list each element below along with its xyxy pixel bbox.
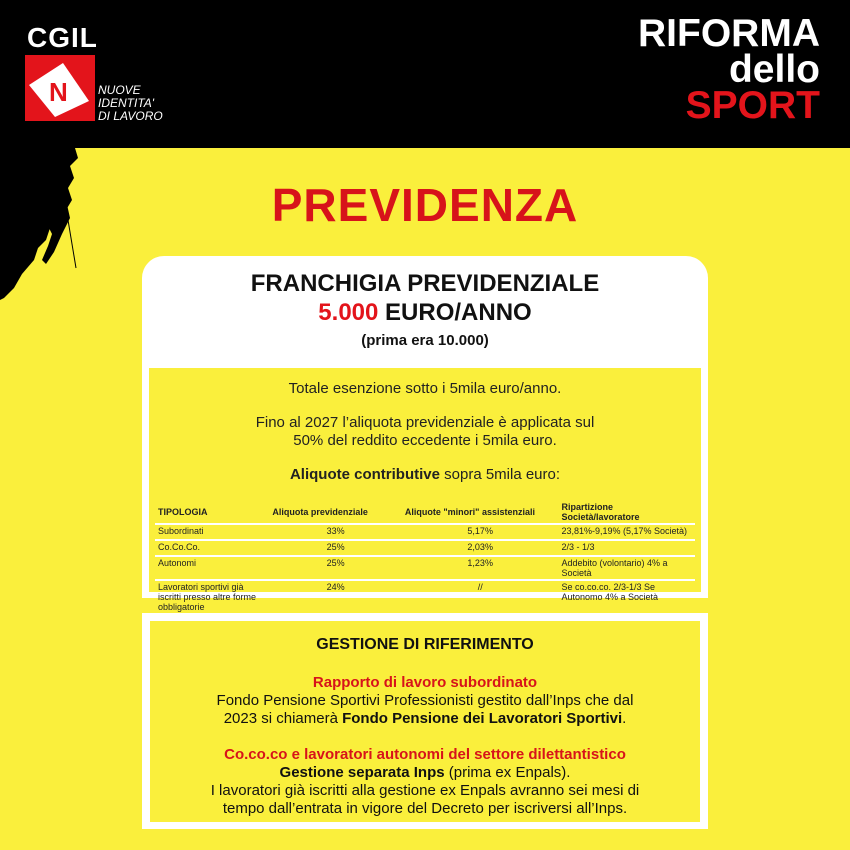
table-cell: // xyxy=(477,582,483,592)
franchigia-amount-line xyxy=(142,299,708,327)
table-header: Aliquote "minori" assistenziali xyxy=(402,501,559,524)
gestione-card xyxy=(142,613,708,829)
table-row xyxy=(155,524,695,540)
aliquote-rest: sopra 5mila euro: xyxy=(439,466,561,483)
table-cell: 25% xyxy=(269,540,401,556)
gestione-text-1b xyxy=(150,710,700,728)
card-header xyxy=(142,256,708,368)
header-bar xyxy=(0,0,850,148)
table-header: Aliquota previdenziale xyxy=(269,501,401,524)
cgil-logo xyxy=(25,22,185,132)
logo-n-icon xyxy=(25,55,95,121)
paragraph-aliquote xyxy=(149,466,701,484)
title-line-2: dello xyxy=(728,48,820,91)
gestione-text-2b: I lavoratori già iscritti alla gestione ex Enpals avranno sei mesi di xyxy=(210,782,640,799)
franchigia-card xyxy=(142,256,708,612)
table-cell: Lavoratori sportivi già iscritti presso altre forme obbligatorie xyxy=(158,582,257,612)
table-cell: Addebito (volontario) 4% a Società xyxy=(558,556,695,580)
gestione-text-1a: Fondo Pensione Sportivi Professionisti gestito dall’Inps che dal xyxy=(216,692,634,709)
table-cell: 1,23% xyxy=(402,556,559,580)
page-title xyxy=(638,12,820,127)
gestione-text-2a-rest: (prima ex Enpals). xyxy=(444,764,571,781)
aliquote-bold: Aliquote contributive xyxy=(289,466,440,483)
climber-silhouette-icon xyxy=(0,148,95,318)
table-row xyxy=(155,556,695,580)
table-cell: Se co.co.co. 2/3-1/3 Se Autonomo 4% a Società xyxy=(561,582,659,602)
table-cell: 2,03% xyxy=(402,540,559,556)
paragraph-esenzione: Totale esenzione sotto i 5mila euro/anno. xyxy=(288,380,562,397)
table-cell: 2/3 - 1/3 xyxy=(558,540,695,556)
gestione-sub-subordinato: Rapporto di lavoro subordinato xyxy=(312,674,538,691)
logo-sub-line-3: DI LAVORO xyxy=(98,109,163,123)
gestione-text-2a-bold: Gestione separata Inps xyxy=(279,764,445,781)
logo-sub-line-2: IDENTITA' xyxy=(98,96,155,110)
title-line-3: SPORT xyxy=(685,84,820,127)
table-cell: Subordinati xyxy=(155,524,269,540)
gestione-title: GESTIONE DI RIFERIMENTO xyxy=(316,636,534,653)
logo-subtitle xyxy=(98,84,163,123)
table-cell: 5,17% xyxy=(402,524,559,540)
franchigia-title: FRANCHIGIA PREVIDENZIALE xyxy=(250,270,600,297)
logo-mark xyxy=(25,55,95,121)
logo-sub-line-1: NUOVE xyxy=(98,83,141,97)
gestione-text-2a xyxy=(150,764,700,782)
logo-text: CGIL xyxy=(27,22,98,53)
table-cell: Autonomi xyxy=(155,556,269,580)
table-header: TIPOLOGIA xyxy=(155,501,269,524)
gestione-text-1b-bold: Fondo Pensione dei Lavoratori Sportivi xyxy=(342,710,623,727)
gestione-text-1b-pre: 2023 si chiamerà xyxy=(223,710,343,727)
gestione-text-2c: tempo dall’entrata in vigore del Decreto per iscriversi all’Inps. xyxy=(222,800,628,817)
table-header-row xyxy=(155,501,695,524)
table-cell: 24% xyxy=(326,582,345,592)
table-cell: 33% xyxy=(269,524,401,540)
franchigia-unit: EURO/ANNO xyxy=(378,299,532,326)
gestione-body xyxy=(150,621,700,822)
table-header: Ripartizione Società/lavoratore xyxy=(558,501,695,524)
table-row xyxy=(155,580,695,613)
table-cell: 23,81%-9,19% (5,17% Società) xyxy=(558,524,695,540)
table-cell: 25% xyxy=(269,556,401,580)
title-line-1: RIFORMA xyxy=(638,12,820,55)
gestione-sub-cococo: Co.co.co e lavoratori autonomi del settore dilettantistico xyxy=(224,746,626,763)
svg-text:N: N xyxy=(49,77,68,107)
section-heading: PREVIDENZA xyxy=(271,179,579,231)
paragraph-aliquota-2: 50% del reddito eccedente i 5mila euro. xyxy=(293,432,557,449)
paragraph-aliquota-1: Fino al 2027 l’aliquota previdenziale è applicata sul xyxy=(255,414,595,431)
table-row xyxy=(155,540,695,556)
table-cell: Co.Co.Co. xyxy=(155,540,269,556)
aliquote-table xyxy=(155,501,695,613)
franchigia-note: (prima era 10.000) xyxy=(361,332,489,349)
franchigia-amount: 5.000 xyxy=(318,299,379,326)
gestione-text-1b-post: . xyxy=(622,710,627,727)
card-body xyxy=(149,368,701,612)
